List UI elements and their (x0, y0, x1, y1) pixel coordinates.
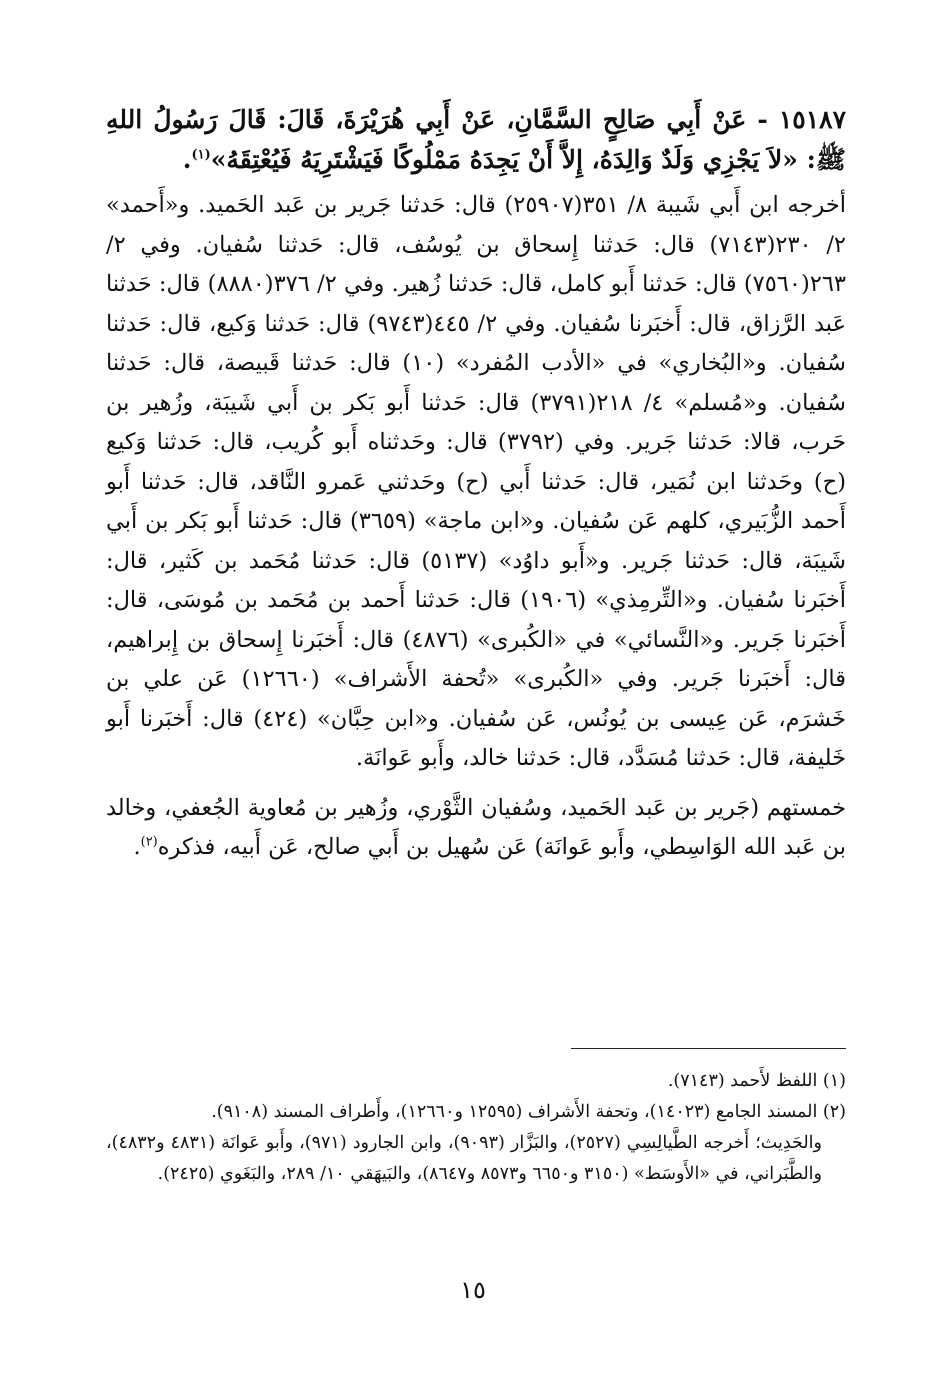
footnote-ref-1[interactable]: (١) (191, 147, 211, 163)
footnote-ref-2[interactable]: (٢) (140, 834, 158, 850)
main-text (106, 100, 846, 878)
takhrij-paragraph: أخرجه ابن أَبي شَيبة ٨/ ٣٥١(٢٥٩٠٧) قال: حَدثنا جَرير بن عَبد الحَميد. و«أَحمد» ٢/ ٢٣٠(٧١٤٣) قال: حَدثنا إِسحاق بن يُوسُف، قال: حَدثنا سُفيان. وفي ٢/ ٢٦٣(٧٥٦٠) قال: حَدثنا أَبو كامل، قال: حَدثنا زُهير. وفي ٢/ ٣٧٦(٨٨٨٠) قال: حَدثنا عَبد الرَّزاق، قال: أَخبَرنا سُفيان. وفي ٢/ ٤٤٥(٩٧٤٣) قال: حَدثنا وَكيع، قال: حَدثنا سُفيان. و«البُخاري» في «الأدب المُفرد» (١٠) قال: حَدثنا قَبيصة، قال: حَدثنا سُفيان. و«مُسلم» ٤/ ٢١٨(٣٧٩١) قال: حَدثنا أَبو بَكر بن أَبي شَيبَة، وزُهير بن حَرب، قالا: حَدثنا جَرير. وفي (٣٧٩٢) قال: وحَدثناه أَبو كُريب، قال: حَدثنا وَكيع (ح) وحَدثنا ابن نُمَير، قال: حَدثنا أَبي (ح) وحَدثني عَمرو النَّاقد، قال: حَدثنا أَبو أَحمد الزُّبَيري، كلهم عَن سُفيان. و«ابن ماجة» (٣٦٥٩) قال: حَدثنا أَبو بَكر بن أَبي شَيبَة، قال: حَدثنا جَرير. و«أَبو داوُد» (٥١٣٧) قال: حَدثنا مُحَمد بن كَثير، قال: أَخبَرنا سُفيان. و«التِّرمِذي» (١٩٠٦) قال: حَدثنا أَحمد بن مُحَمد بن مُوسَى، قال: أَخبَرنا جَرير. و«النَّسائي» في «الكُبرى» (٤٨٧٦) قال: أَخبَرنا إِسحاق بن إِبراهيم، قال: أَخبَرنا جَرير. وفي «الكُبرى» «تُحفة الأَشراف» (١٢٦٦٠) عَن علي بن خَشرَم، عَن عِيسى بن يُونُس، عَن سُفيان. و«ابن حِبَّان» (٤٢٤) قال: أَخبَرنا أَبو خَليفة، قال: حَدثنا مُسَدَّد، قال: حَدثنا خالد، وأَبو عَوانَة. (106, 192, 847, 771)
hadith-chain: عَنْ أَبِي صَالِحٍ السَّمَّانِ، عَنْ أَبِي هُرَيْرَةَ، قَالَ: قَالَ رَسُولُ اللهِ ﷺ: (106, 105, 846, 174)
footnote-2-continuation: والحَدِيث؛ أَخرجه الطَّيالِسِي (٢٥٢٧)، والبَزَّار (٩٠٩٣)، وابن الجارود (٩٧١)، وأَبو عَوانَة (٤٨٣١ و٤٨٣٢)، والطَّبَراني، في «الأَوسَط» (٣١٥٠ و٦٦٥٠ و٨٥٧٣ و٨٦٤٧)، والبَيهَقي ١٠/ ٢٨٩، والبَغَوي (٢٤٢٥). (106, 1133, 822, 1184)
footnote-separator (571, 1048, 846, 1049)
hadith-paragraph (106, 100, 846, 180)
summary-end: . (133, 834, 141, 860)
hadith-end: . (182, 145, 192, 174)
summary-paragraph (106, 789, 846, 868)
page-number: ١٥ (460, 1276, 486, 1304)
summary-text: خمستهم (جَرير بن عَبد الحَميد، وسُفيان الثَّوْري، وزُهير بن مُعاوية الجُعفي، وخالد بن عَبد الله الوَاسِطي، وأَبو عَوانَة) عَن سُهيل بن أَبي صالح، عَن أَبيه، فذكره (106, 794, 846, 860)
hadith-number: ١٥١٨٧ (778, 105, 846, 134)
hadith-dash: - (746, 105, 779, 134)
footnotes (106, 1066, 846, 1190)
footnote-2: (٢) المسند الجامع (١٤٠٢٣)، وتحفة الأَشراف (١٢٥٩٥ و١٢٦٦٠)، وأَطراف المسند (٩١٠٨). (211, 1102, 846, 1122)
hadith-text: «لاَ يَجْزِي وَلَدٌ وَالِدَهُ، إِلاَّ أَنْ يَجِدَهُ مَمْلُوكًا فَيَشْتَرِيَهُ فَيُعْتِقَهُ» (210, 145, 798, 174)
footnote-1: (١) اللفظ لأَحمد (٧١٤٣). (667, 1071, 846, 1091)
